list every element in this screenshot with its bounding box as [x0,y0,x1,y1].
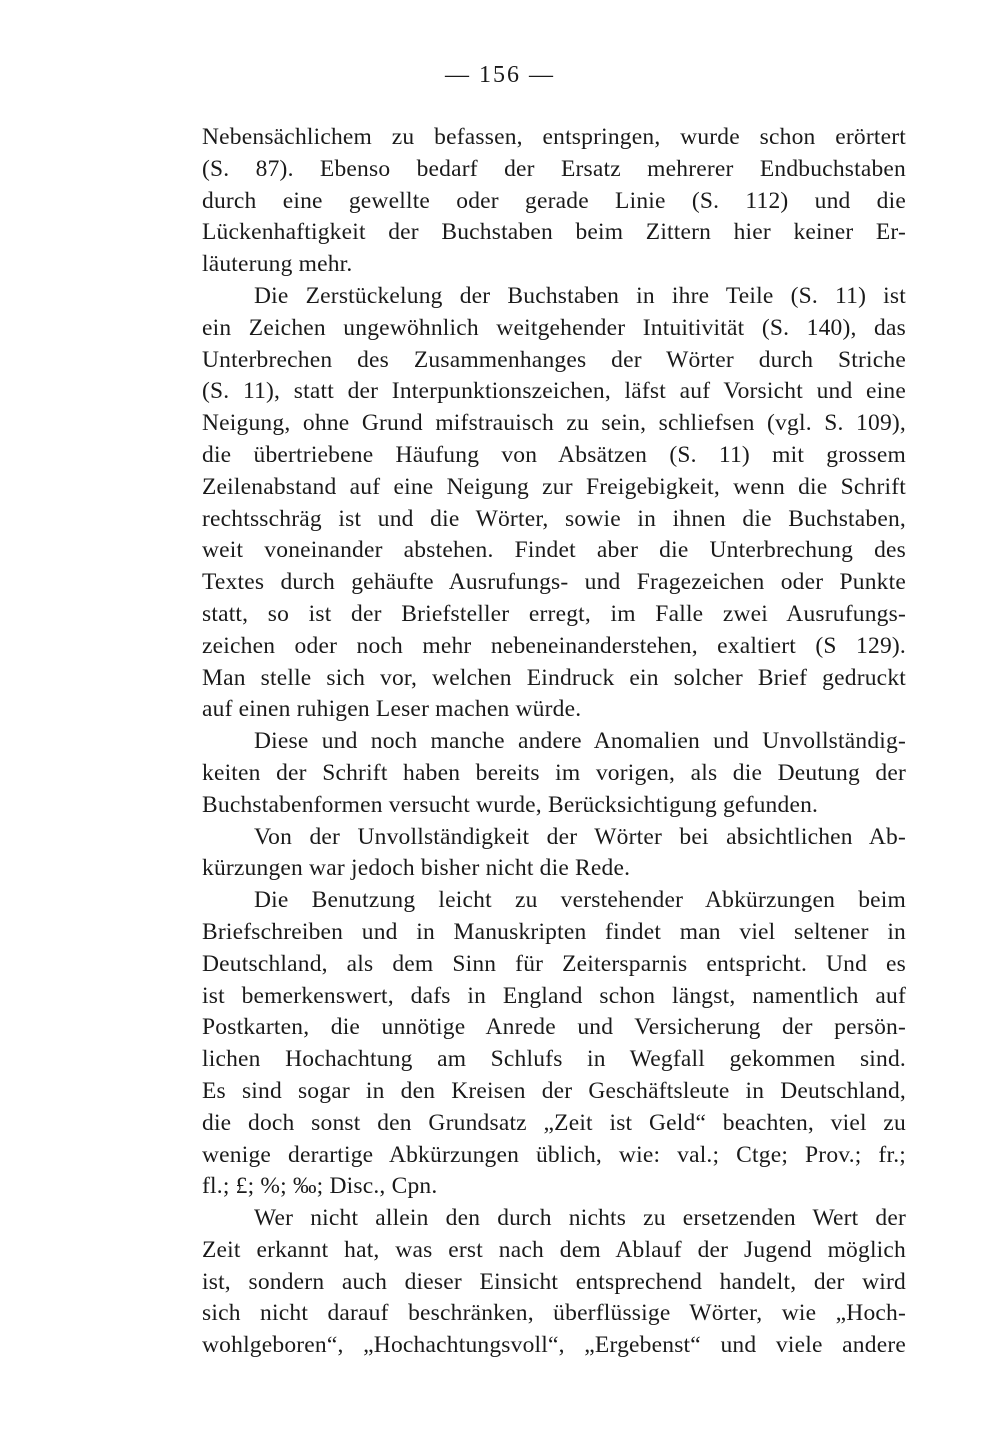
text-line: Die Benutzung leicht zu verstehender Abkürzungen beim [254,887,906,914]
text-line: Unterbrechen des Zusammenhanges der Wörter durch Striche [202,346,906,373]
text-line: Postkarten, die unnötige Anrede und Versicherung der persön- [202,1014,906,1041]
text-line: Wer nicht allein den durch nichts zu ersetzenden Wert der [254,1205,906,1232]
text-line: Zeilenabstand auf eine Neigung zur Freigebigkeit, wenn die Schrift [202,473,906,500]
text-line: zeichen oder noch mehr nebeneinanderstehen, exaltiert (S 129). [202,632,906,659]
text-line: durch eine gewellte oder gerade Linie (S. 112) und die [202,187,906,214]
text-line: die übertriebene Häufung von Absätzen (S. 11) mit grossem [202,441,906,468]
text-line: ist bemerkenswert, dafs in England schon längst, namentlich auf [202,982,906,1009]
text-line: wenige derartige Abkürzungen üblich, wie: val.; Ctge; Prov.; fr.; [202,1141,906,1168]
text-line: Diese und noch manche andere Anomalien und Unvollständig- [254,728,906,755]
text-line: Zeit erkannt hat, was erst nach dem Ablauf der Jugend möglich [202,1236,906,1263]
text-line: Nebensächlichem zu befassen, entspringen, wurde schon erörtert [202,124,906,150]
text-line: ist, sondern auch dieser Einsicht entsprechend handelt, der wird [202,1268,906,1295]
text-line: lichen Hochachtung am Schlufs in Wegfall gekommen sind. [202,1046,906,1073]
text-line: Buchstabenformen versucht wurde, Berücksichtigung gefunden. [202,791,819,818]
text-line: Deutschland, als dem Sinn für Zeitersparnis entspricht. Und es [202,950,906,977]
text-line: Man stelle sich vor, welchen Eindruck ein solcher Brief gedruckt [202,664,906,691]
text-line: fl.; £; %; ‰; Disc., Cpn. [202,1173,438,1200]
text-line: Es sind sogar in den Kreisen der Geschäftsleute in Deutschland, [202,1077,906,1104]
text-line: kürzungen war jedoch bisher nicht die Rede. [202,855,631,882]
text-line: rechtsschräg ist und die Wörter, sowie in ihnen die Buchstaben, [202,505,906,532]
text-line: wohlgeboren“, „Hochachtungsvoll“, „Ergebenst“ und viele andere [202,1332,906,1359]
text-line: Die Zerstückelung der Buchstaben in ihre Teile (S. 11) ist [254,282,906,309]
page-number: — 156 — [445,62,555,88]
body-text [202,122,906,1362]
text-line: (S. 11), statt der Interpunktionszeichen, läfst auf Vorsicht und eine [202,378,906,405]
text-line: läuterung mehr. [202,251,353,278]
text-line: (S. 87). Ebenso bedarf der Ersatz mehrerer Endbuchstaben [202,155,906,182]
text-line: auf einen ruhigen Leser machen würde. [202,696,582,723]
text-line: Lückenhaftigkeit der Buchstaben beim Zittern hier keiner Er- [202,219,906,246]
text-line: Neigung, ohne Grund mifstrauisch zu sein, schliefsen (vgl. S. 109), [202,410,906,437]
text-line: Textes durch gehäufte Ausrufungs- und Fragezeichen oder Punkte [202,569,906,596]
text-line: Von der Unvollständigkeit der Wörter bei absichtlichen Ab- [254,823,906,850]
text-line: sich nicht darauf beschränken, überflüssige Wörter, wie „Hoch- [202,1300,906,1327]
text-line: keiten der Schrift haben bereits im vorigen, als die Deutung der [202,759,906,786]
text-line: weit voneinander abstehen. Findet aber die Unterbrechung des [202,537,906,564]
text-line: ein Zeichen ungewöhnlich weitgehender Intuitivität (S. 140), das [202,314,906,341]
text-line: statt, so ist der Briefsteller erregt, im Falle zwei Ausrufungs- [202,600,906,627]
text-line: die doch sonst den Grundsatz „Zeit ist Geld“ beachten, viel zu [202,1109,906,1136]
text-line: Briefschreiben und in Manuskripten findet man viel seltener in [202,918,906,945]
